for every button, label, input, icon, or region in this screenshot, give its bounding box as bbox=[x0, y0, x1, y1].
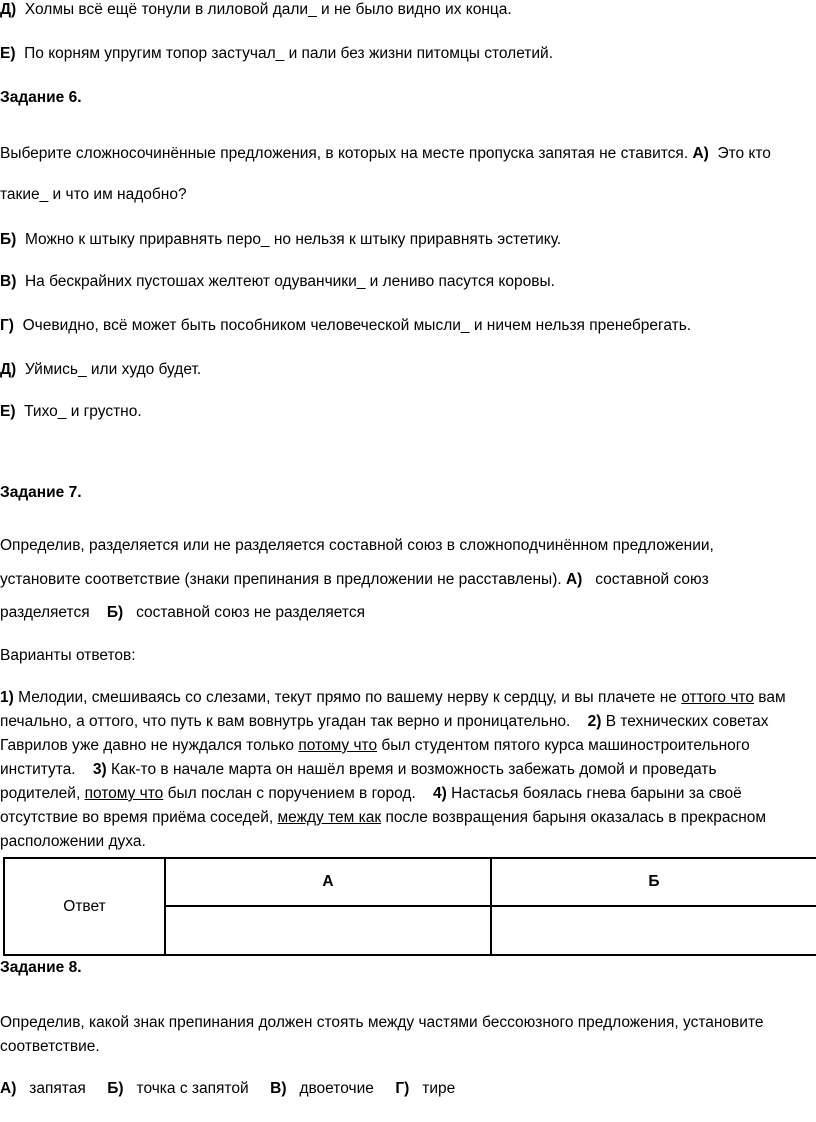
answer-cell-a[interactable] bbox=[165, 906, 491, 955]
item-label: Е) bbox=[0, 403, 16, 420]
task7-prompt-line1: Определив, разделяется или не разделяется составной союз в сложноподчинённом предложении, bbox=[0, 537, 714, 554]
variants-line-7: расположении духа. bbox=[0, 833, 146, 850]
option-text: двоеточие bbox=[299, 1080, 374, 1097]
variant-text: родителей, bbox=[0, 785, 81, 802]
task8-prompt-line1: Определив, какой знак препинания должен стоять между частями бессоюзного предложения, установите bbox=[0, 1014, 764, 1031]
item-text: Очевидно, всё может быть пособником человеческой мысли_ и ничем нельзя пренебрегать. bbox=[22, 317, 692, 334]
intro-line-e bbox=[0, 44, 553, 64]
variants-line-5 bbox=[0, 784, 742, 804]
item-text: Это кто bbox=[717, 145, 771, 162]
item-label: Б) bbox=[0, 231, 17, 248]
variant-number: 4) bbox=[433, 785, 447, 802]
variants-line-3 bbox=[0, 736, 750, 756]
option-a-text-cont: разделяется bbox=[0, 604, 90, 621]
item-text: По корням упругим топор застучал_ и пали без жизни питомцы столетий. bbox=[24, 45, 554, 62]
variant-text: печально, а оттого, что путь к вам вовнутрь угадан так верно и проницательно. bbox=[0, 713, 571, 730]
item-label: Д) bbox=[0, 361, 17, 378]
item-label: В) bbox=[0, 273, 17, 290]
conjunction-underlined: оттого что bbox=[681, 689, 754, 706]
variants-title: Варианты ответов: bbox=[0, 647, 136, 664]
variant-text: В технических советах bbox=[605, 713, 769, 730]
task8-title: Задание 8. bbox=[0, 959, 82, 976]
task6-item-g bbox=[0, 316, 691, 336]
task8-prompt-line2: соответствие. bbox=[0, 1038, 100, 1055]
variant-text: Настасья боялась гнева барыни за своё bbox=[451, 785, 742, 802]
task7-prompt-line2 bbox=[0, 570, 709, 590]
task6-item-d bbox=[0, 360, 201, 380]
variant-text: института. bbox=[0, 761, 76, 778]
variant-text: Гаврилов уже давно не нуждался только bbox=[0, 737, 295, 754]
conjunction-underlined: между тем как bbox=[277, 809, 382, 826]
variants-line-2 bbox=[0, 712, 768, 732]
task8-options bbox=[0, 1079, 455, 1099]
task6-item-e bbox=[0, 402, 142, 422]
variants-line-6 bbox=[0, 808, 766, 828]
task7-options-line bbox=[0, 603, 365, 623]
prompt-text: установите соответствие (знаки препинания в предложении не расставлены). bbox=[0, 571, 562, 588]
task6-item-b bbox=[0, 230, 561, 250]
option-text: запятая bbox=[29, 1080, 86, 1097]
task6-item-a-cont: такие_ и что им надобно? bbox=[0, 186, 187, 203]
variants-line-4 bbox=[0, 760, 717, 780]
conjunction-underlined: потому что bbox=[84, 785, 164, 802]
variant-text: отсутствие во время приёма соседей, bbox=[0, 809, 274, 826]
variant-number: 2) bbox=[587, 713, 602, 730]
variant-text: после возвращения барыня оказалась в прекрасном bbox=[385, 809, 767, 826]
item-text: Холмы всё ещё тонули в лиловой дали_ и не было видно их конца. bbox=[24, 1, 512, 18]
item-label: А) bbox=[692, 145, 709, 162]
variant-text: Как-то в начале марта он нашёл время и возможность забежать домой и проведать bbox=[110, 761, 717, 778]
variant-text: вам bbox=[758, 689, 786, 706]
answer-cell-b[interactable] bbox=[491, 906, 816, 955]
option-text: точка с запятой bbox=[136, 1080, 249, 1097]
option-label: А) bbox=[0, 1080, 17, 1097]
item-text: Тихо_ и грустно. bbox=[24, 403, 142, 420]
task6-item-v bbox=[0, 272, 555, 292]
variant-number: 3) bbox=[92, 761, 107, 778]
item-text: Можно к штыку приравнять перо_ но нельзя к штыку приравнять эстетику. bbox=[24, 231, 562, 248]
answer-row-label: Ответ bbox=[4, 858, 165, 955]
variant-text: был послан с поручением в город. bbox=[167, 785, 416, 802]
task6-title: Задание 6. bbox=[0, 89, 82, 106]
answer-col-b-header: Б bbox=[491, 858, 816, 906]
option-a-text: составной союз bbox=[595, 571, 709, 588]
variant-number: 1) bbox=[0, 689, 14, 706]
option-b-label: Б) bbox=[106, 604, 124, 621]
variants-line-1 bbox=[0, 688, 786, 708]
intro-line-d bbox=[0, 0, 512, 20]
variant-text: Мелодии, смешиваясь со слезами, текут прямо по вашему нерву к сердцу, и вы плачете не bbox=[18, 689, 677, 706]
conjunction-underlined: потому что bbox=[298, 737, 378, 754]
option-a-label: А) bbox=[565, 571, 583, 588]
item-text: На бескрайних пустошах желтеют одуванчики_ и лениво пасутся коровы. bbox=[24, 273, 555, 290]
task7-title: Задание 7. bbox=[0, 484, 82, 501]
answer-col-a-header: А bbox=[165, 858, 491, 906]
item-label: Е) bbox=[0, 45, 16, 62]
variant-text: был студентом пятого курса машиностроительного bbox=[381, 737, 750, 754]
answer-table bbox=[3, 857, 816, 956]
option-label: Г) bbox=[395, 1080, 410, 1097]
prompt-text: Выберите сложносочинённые предложения, в которых на месте пропуска запятая не ставится. bbox=[0, 145, 689, 162]
option-text: тире bbox=[422, 1080, 456, 1097]
option-label: Б) bbox=[107, 1080, 124, 1097]
option-b-text: составной союз не разделяется bbox=[136, 604, 365, 621]
item-label: Д) bbox=[0, 1, 17, 18]
option-label: В) bbox=[270, 1080, 287, 1097]
task6-prompt bbox=[0, 144, 771, 164]
item-text: Уймись_ или худо будет. bbox=[24, 361, 202, 378]
item-label: Г) bbox=[0, 317, 14, 334]
